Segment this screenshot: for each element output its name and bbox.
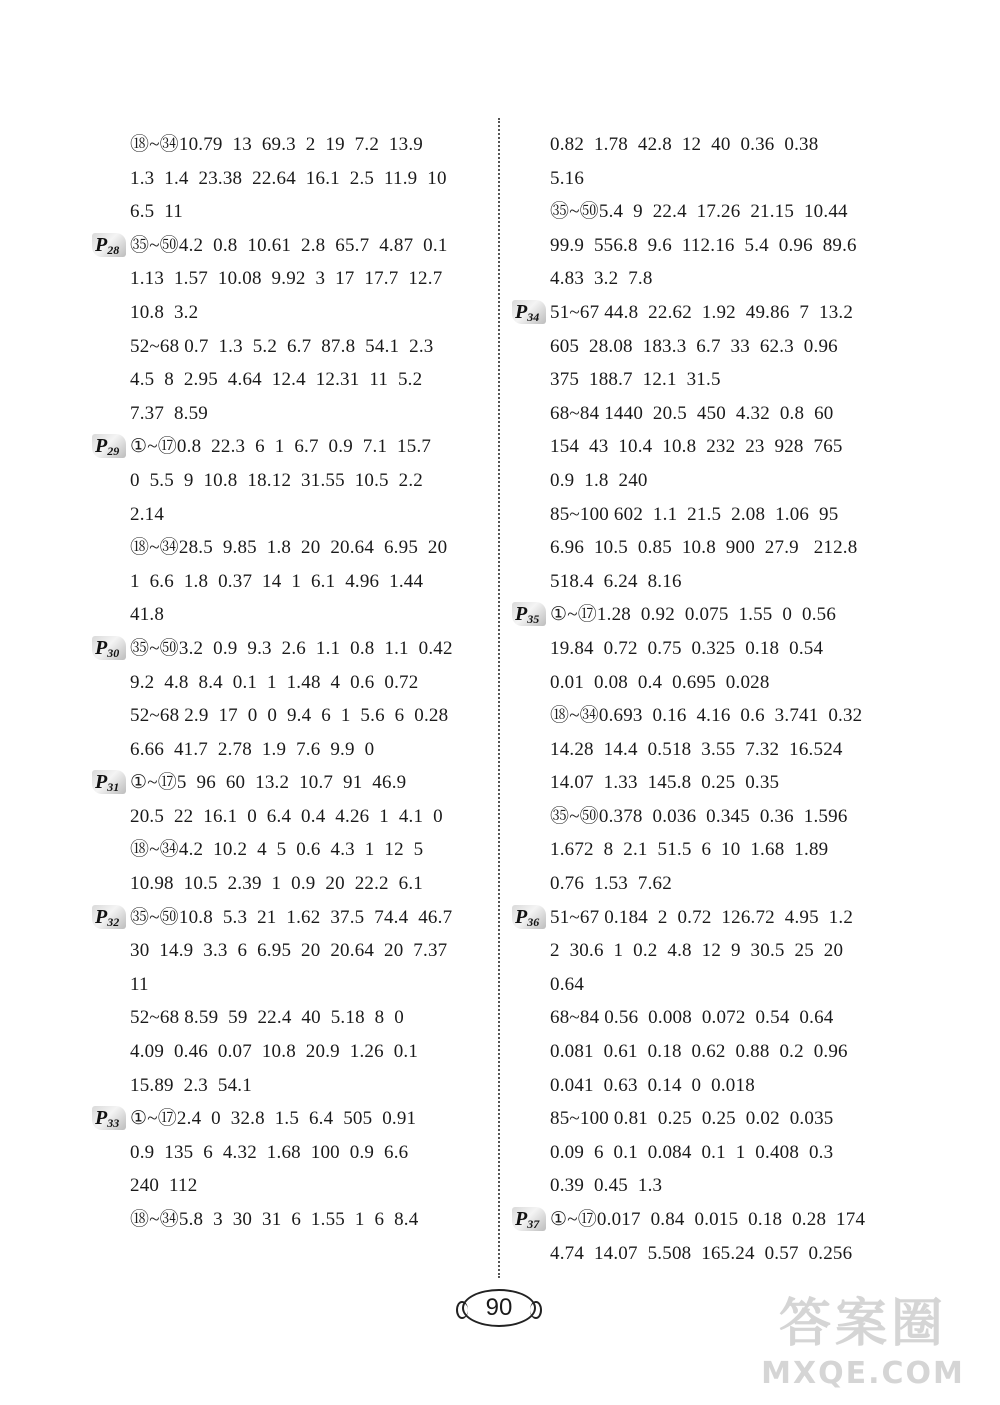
answer-line: 11 xyxy=(130,973,149,995)
answer-line: 154 43 10.4 10.8 232 23 928 765 xyxy=(550,436,843,458)
answer-line: 0.01 0.08 0.4 0.695 0.028 xyxy=(550,671,770,693)
answer-lines xyxy=(92,1102,492,1236)
right-column xyxy=(512,128,932,1270)
page-label-badge: $P_{30}$ xyxy=(92,636,126,660)
page-label-badge: $P_{31}$ xyxy=(92,770,126,794)
answer-lines xyxy=(512,128,932,296)
answer-line: ⑱~㉞28.5 9.85 1.8 20 20.64 6.95 20 xyxy=(130,537,448,559)
answer-line: 0.9 1.8 240 xyxy=(550,469,648,491)
answer-line: 605 28.08 183.3 6.7 33 62.3 0.96 xyxy=(550,335,838,357)
answer-section xyxy=(92,901,492,1103)
answer-section xyxy=(512,296,932,598)
answer-section xyxy=(92,632,492,766)
answer-line: 0.82 1.78 42.8 12 40 0.36 0.38 xyxy=(550,134,819,155)
answer-line: 9.2 4.8 8.4 0.1 1 1.48 4 0.6 0.72 xyxy=(130,671,419,693)
answer-line: 0.9 135 6 4.32 1.68 100 0.9 6.6 xyxy=(130,1141,409,1163)
answer-line: 0.081 0.61 0.18 0.62 0.88 0.2 0.96 xyxy=(550,1041,848,1063)
answer-line: 0.64 xyxy=(550,973,585,995)
page-label-badge: $P_{37}$ xyxy=(512,1207,546,1231)
page-label-badge: $P_{35}$ xyxy=(512,602,546,626)
page-label-badge: $P_{33}$ xyxy=(92,1106,126,1130)
answer-line: 19.84 0.72 0.75 0.325 0.18 0.54 xyxy=(550,637,824,659)
answer-line: 0.041 0.63 0.14 0 0.018 xyxy=(550,1074,755,1096)
answer-line: 240 112 xyxy=(130,1175,198,1197)
answer-line: 10.8 3.2 xyxy=(130,301,199,323)
answer-line: ①~⑰1.28 0.92 0.075 1.55 0 0.56 xyxy=(550,604,837,626)
answer-lines xyxy=(92,901,492,1103)
answer-line: 6.66 41.7 2.78 1.9 7.6 9.9 0 xyxy=(130,738,375,760)
page-label-number: 37 xyxy=(527,1217,540,1231)
answer-lines xyxy=(512,296,932,598)
answer-line: 52~68 0.7 1.3 5.2 6.7 87.8 54.1 2.3 xyxy=(130,335,434,357)
page-label-number: 32 xyxy=(107,914,120,929)
answer-line: ㉟~㊿10.8 5.3 21 1.62 37.5 74.4 46.7 xyxy=(130,906,453,928)
answer-line: ㉟~㊿0.378 0.036 0.345 0.36 1.596 xyxy=(550,805,848,827)
answer-line: 14.07 1.33 145.8 0.25 0.35 xyxy=(550,772,780,794)
answer-line: 51~67 44.8 22.62 1.92 49.86 7 13.2 xyxy=(550,301,854,323)
answer-line: 518.4 6.24 8.16 xyxy=(550,570,682,592)
answer-section xyxy=(92,766,492,900)
answer-line: ㉟~㊿3.2 0.9 9.3 2.6 1.1 0.8 1.1 0.42 xyxy=(130,637,453,659)
answer-line: 1.672 8 2.1 51.5 6 10 1.68 1.89 xyxy=(550,839,829,861)
answer-line: 0.39 0.45 1.3 xyxy=(550,1175,663,1197)
answer-lines xyxy=(92,632,492,766)
answer-line: 0 5.5 9 10.8 18.12 31.55 10.5 2.2 xyxy=(130,469,423,491)
answer-line: ⑱~㉞0.693 0.16 4.16 0.6 3.741 0.32 xyxy=(550,705,863,727)
answer-line: ㉟~㊿4.2 0.8 10.61 2.8 65.7 4.87 0.1 xyxy=(130,234,448,256)
page-label-number: 28 xyxy=(107,242,120,257)
page-label-number: 30 xyxy=(107,645,120,660)
answer-line: 15.89 2.3 54.1 xyxy=(130,1074,252,1096)
answer-section xyxy=(92,128,492,229)
answer-line: 14.28 14.4 0.518 3.55 7.32 16.524 xyxy=(550,738,843,760)
answer-lines xyxy=(512,1203,932,1270)
answer-line: 68~84 0.56 0.008 0.072 0.54 0.64 xyxy=(550,1007,834,1029)
answer-lines xyxy=(92,430,492,632)
answer-line: 52~68 2.9 17 0 0 9.4 6 1 5.6 6 0.28 xyxy=(130,705,449,727)
page-label-badge: $P_{32}$ xyxy=(92,905,126,929)
answer-line: ⑱~㉞10.79 13 69.3 2 19 7.2 13.9 xyxy=(130,134,423,155)
answer-lines xyxy=(512,901,932,1203)
answer-lines xyxy=(92,229,492,431)
answer-line: 30 14.9 3.3 6 6.95 20 20.64 20 7.37 xyxy=(130,940,448,962)
answer-line: 4.5 8 2.95 4.64 12.4 12.31 11 5.2 xyxy=(130,369,423,391)
answer-lines xyxy=(92,766,492,900)
column-divider xyxy=(498,118,500,1278)
answer-line: 85~100 602 1.1 21.5 2.08 1.06 95 xyxy=(550,503,839,525)
answer-line: 375 188.7 12.1 31.5 xyxy=(550,369,721,391)
answer-line: 6.5 11 xyxy=(130,201,183,223)
answer-line: 2 30.6 1 0.2 4.8 12 9 30.5 25 20 xyxy=(550,940,844,962)
answer-line: 10.98 10.5 2.39 1 0.9 20 22.2 6.1 xyxy=(130,873,423,895)
answer-line: ①~⑰0.8 22.3 6 1 6.7 0.9 7.1 15.7 xyxy=(130,436,432,458)
answer-line: 1 6.6 1.8 0.37 14 1 6.1 4.96 1.44 xyxy=(130,570,424,592)
answer-line: 85~100 0.81 0.25 0.25 0.02 0.035 xyxy=(550,1108,834,1130)
answer-line: 41.8 xyxy=(130,604,165,626)
page-label-badge: $P_{28}$ xyxy=(92,233,126,257)
answer-line: 51~67 0.184 2 0.72 126.72 4.95 1.2 xyxy=(550,906,854,928)
answer-line: 7.37 8.59 xyxy=(130,402,208,424)
answer-line: 6.96 10.5 0.85 10.8 900 27.9 212.8 xyxy=(550,537,858,559)
answer-line: 4.09 0.46 0.07 10.8 20.9 1.26 0.1 xyxy=(130,1041,419,1063)
page-number: 90 xyxy=(462,1289,536,1327)
answer-line: ①~⑰0.017 0.84 0.015 0.18 0.28 174 xyxy=(550,1209,866,1230)
answer-line: 2.14 xyxy=(130,503,165,525)
left-column xyxy=(92,128,492,1237)
page-label-number: 34 xyxy=(527,309,540,324)
answer-line: 0.76 1.53 7.62 xyxy=(550,873,672,895)
answer-line: ①~⑰5 96 60 13.2 10.7 91 46.9 xyxy=(130,772,407,794)
answer-line: 1.13 1.57 10.08 9.92 3 17 17.7 12.7 xyxy=(130,268,443,290)
watermark-bottom: MXQE.COM xyxy=(761,1356,965,1391)
answer-line: 5.16 xyxy=(550,167,585,189)
answer-line: 68~84 1440 20.5 450 4.32 0.8 60 xyxy=(550,402,834,424)
answer-line: ⑱~㉞4.2 10.2 4 5 0.6 4.3 1 12 5 xyxy=(130,839,424,861)
watermark-logo xyxy=(738,1281,988,1391)
watermark-top: 答案圈 xyxy=(778,1294,947,1354)
answer-line: 4.83 3.2 7.8 xyxy=(550,268,653,290)
page-label-number: 35 xyxy=(527,612,540,627)
page-label-number: 36 xyxy=(527,914,540,929)
answer-section xyxy=(92,229,492,431)
answer-section xyxy=(512,598,932,900)
page-label-badge: $P_{29}$ xyxy=(92,434,126,458)
answer-line: ①~⑰2.4 0 32.8 1.5 6.4 505 0.91 xyxy=(130,1108,417,1130)
answer-section xyxy=(92,1102,492,1236)
answer-section xyxy=(512,901,932,1203)
answer-lines xyxy=(512,598,932,900)
page-label-badge: $P_{34}$ xyxy=(512,300,546,324)
answer-line: 0.09 6 0.1 0.084 0.1 1 0.408 0.3 xyxy=(550,1141,834,1163)
answer-line: 20.5 22 16.1 0 6.4 0.4 4.26 1 4.1 0 xyxy=(130,805,443,827)
page-label-number: 33 xyxy=(107,1116,120,1131)
answer-section xyxy=(512,1203,932,1270)
answer-line: 99.9 556.8 9.6 112.16 5.4 0.96 89.6 xyxy=(550,234,857,256)
answer-line: ⑱~㉞5.8 3 30 31 6 1.55 1 6 8.4 xyxy=(130,1209,419,1230)
answer-lines xyxy=(92,128,492,229)
page-label-badge: $P_{36}$ xyxy=(512,905,546,929)
answer-line: ㉟~㊿5.4 9 22.4 17.26 21.15 10.44 xyxy=(550,201,848,223)
answer-section xyxy=(512,128,932,296)
answer-section xyxy=(92,430,492,632)
page-label-number: 31 xyxy=(107,780,120,795)
answer-line: 1.3 1.4 23.38 22.64 16.1 2.5 11.9 10 xyxy=(130,167,447,189)
page-label-number: 29 xyxy=(107,444,120,459)
answer-line: 4.74 14.07 5.508 165.24 0.57 0.256 xyxy=(550,1242,853,1264)
answer-line: 52~68 8.59 59 22.4 40 5.18 8 0 xyxy=(130,1007,404,1029)
